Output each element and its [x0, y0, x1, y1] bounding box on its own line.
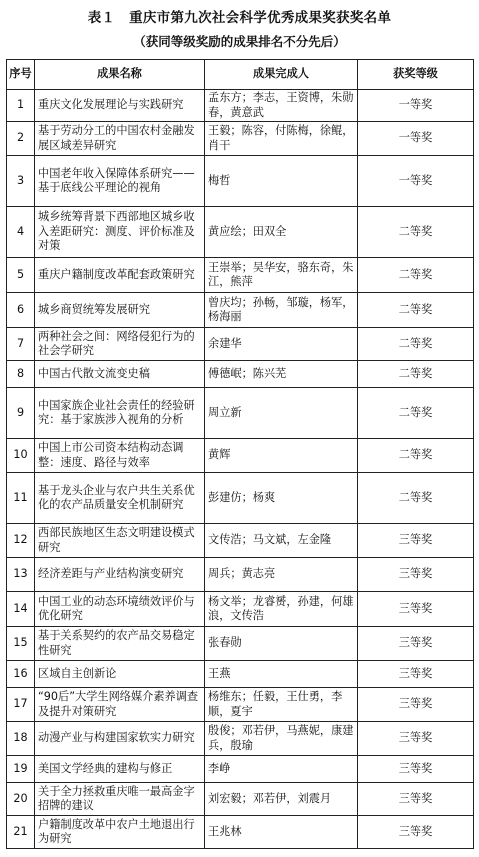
table-row: [7, 473, 474, 524]
row-authors: 王崇举；吴华安，骆东奇，朱江，熊萍: [205, 258, 358, 293]
table-row: [7, 661, 474, 688]
row-authors: 张春勋: [205, 627, 358, 661]
row-name: 重庆户籍制度改革配套政策研究: [35, 258, 205, 293]
row-award: 一等奖: [358, 122, 474, 156]
row-index: 5: [7, 258, 35, 293]
table-row: [7, 783, 474, 816]
row-award: 二等奖: [358, 207, 474, 258]
row-name: 西部民族地区生态文明建设模式研究: [35, 524, 205, 558]
row-award: 三等奖: [358, 688, 474, 722]
table-row: [7, 592, 474, 627]
table-row: [7, 207, 474, 258]
row-award: 三等奖: [358, 558, 474, 592]
table-header-row: [7, 60, 474, 90]
award-table: [6, 59, 474, 849]
row-index: 13: [7, 558, 35, 592]
row-authors: 黄应绘；田双全: [205, 207, 358, 258]
row-name: 美国文学经典的建构与修正: [35, 756, 205, 783]
row-index: 21: [7, 816, 35, 849]
table-row: [7, 328, 474, 361]
row-authors: 曾庆均；孙畅，邹璇，杨军，杨海丽: [205, 293, 358, 328]
row-authors: 文传浩；马文斌，左金隆: [205, 524, 358, 558]
row-award: 一等奖: [358, 90, 474, 122]
row-award: 二等奖: [358, 293, 474, 328]
table-row: [7, 156, 474, 207]
row-index: 4: [7, 207, 35, 258]
row-index: 9: [7, 388, 35, 439]
row-authors: 彭建仿；杨爽: [205, 473, 358, 524]
row-name: 中国老年收入保障体系研究——基于底线公平理论的视角: [35, 156, 205, 207]
row-authors: 孟东方；李志，王资博，朱勋春，黄意武: [205, 90, 358, 122]
row-award: 二等奖: [358, 473, 474, 524]
header-name: 成果名称: [35, 60, 205, 90]
row-name: 城乡商贸统筹发展研究: [35, 293, 205, 328]
row-authors: 刘宏毅；邓若伊，刘震月: [205, 783, 358, 816]
row-name: 关于全力拯救重庆唯一最高金字招牌的建议: [35, 783, 205, 816]
row-name: 基于龙头企业与农户共生关系优化的农产品质量安全机制研究: [35, 473, 205, 524]
row-name: 中国工业的动态环境绩效评价与优化研究: [35, 592, 205, 627]
table-row: [7, 439, 474, 473]
table-row: [7, 688, 474, 722]
header-authors: 成果完成人: [205, 60, 358, 90]
row-award: 三等奖: [358, 816, 474, 849]
row-index: 10: [7, 439, 35, 473]
row-authors: 杨维东；任毅，王仕勇，李顺，夏宇: [205, 688, 358, 722]
row-index: 2: [7, 122, 35, 156]
row-name: 动漫产业与构建国家软实力研究: [35, 722, 205, 756]
row-authors: 杨文举；龙睿赟，孙建，何雄浪，文传浩: [205, 592, 358, 627]
table-row: [7, 388, 474, 439]
row-name: 两种社会之间：网络侵犯行为的社会学研究: [35, 328, 205, 361]
row-authors: 周兵；黄志亮: [205, 558, 358, 592]
row-name: “90后”大学生网络媒介素养调查及提升对策研究: [35, 688, 205, 722]
table-row: [7, 258, 474, 293]
row-index: 20: [7, 783, 35, 816]
row-authors: 李峥: [205, 756, 358, 783]
table-row: [7, 627, 474, 661]
row-index: 12: [7, 524, 35, 558]
table-row: [7, 90, 474, 122]
row-index: 6: [7, 293, 35, 328]
header-index: 序号: [7, 60, 35, 90]
row-authors: 余建华: [205, 328, 358, 361]
row-name: 中国家族企业社会责任的经验研究：基于家族涉入视角的分析: [35, 388, 205, 439]
row-authors: 王燕: [205, 661, 358, 688]
table-row: [7, 361, 474, 388]
row-index: 3: [7, 156, 35, 207]
row-name: 经济差距与产业结构演变研究: [35, 558, 205, 592]
document-subtitle: （获同等级奖励的成果排名不分先后）: [133, 34, 346, 49]
row-name: 区域自主创新论: [35, 661, 205, 688]
row-authors: 傅德岷；陈兴芜: [205, 361, 358, 388]
table-row: [7, 122, 474, 156]
row-authors: 梅哲: [205, 156, 358, 207]
row-authors: 殷俊；邓若伊，马燕妮，康建兵，殷瑜: [205, 722, 358, 756]
row-authors: 王毅；陈容，付陈梅，徐鲲，肖干: [205, 122, 358, 156]
row-award: 二等奖: [358, 388, 474, 439]
row-index: 11: [7, 473, 35, 524]
table-row: [7, 524, 474, 558]
row-award: 二等奖: [358, 439, 474, 473]
row-index: 1: [7, 90, 35, 122]
row-award: 一等奖: [358, 156, 474, 207]
row-award: 三等奖: [358, 661, 474, 688]
row-name: 中国上市公司资本结构动态调整：速度、路径与效率: [35, 439, 205, 473]
row-index: 19: [7, 756, 35, 783]
row-award: 三等奖: [358, 524, 474, 558]
header-award: 获奖等级: [358, 60, 474, 90]
row-award: 三等奖: [358, 756, 474, 783]
row-index: 7: [7, 328, 35, 361]
row-name: 城乡统筹背景下西部地区城乡收入差距研究：测度、评价标准及对策: [35, 207, 205, 258]
row-index: 18: [7, 722, 35, 756]
row-index: 17: [7, 688, 35, 722]
row-index: 15: [7, 627, 35, 661]
row-award: 三等奖: [358, 627, 474, 661]
row-award: 二等奖: [358, 328, 474, 361]
table-row: [7, 816, 474, 849]
row-authors: 王兆林: [205, 816, 358, 849]
row-award: 三等奖: [358, 783, 474, 816]
row-authors: 周立新: [205, 388, 358, 439]
row-name: 重庆文化发展理论与实践研究: [35, 90, 205, 122]
table-row: [7, 722, 474, 756]
row-index: 8: [7, 361, 35, 388]
row-award: 三等奖: [358, 592, 474, 627]
row-name: 基于关系契约的农产品交易稳定性研究: [35, 627, 205, 661]
row-award: 三等奖: [358, 722, 474, 756]
row-name: 基于劳动分工的中国农村金融发展区域差异研究: [35, 122, 205, 156]
row-name: 户籍制度改革中农户土地退出行为研究: [35, 816, 205, 849]
row-name: 中国古代散文流变史稿: [35, 361, 205, 388]
row-award: 二等奖: [358, 258, 474, 293]
table-row: [7, 558, 474, 592]
row-index: 14: [7, 592, 35, 627]
table-row: [7, 756, 474, 783]
document-title: 表１ 重庆市第九次社会科学优秀成果奖获奖名单: [87, 10, 392, 26]
row-index: 16: [7, 661, 35, 688]
row-award: 二等奖: [358, 361, 474, 388]
row-authors: 黄辉: [205, 439, 358, 473]
table-row: [7, 293, 474, 328]
